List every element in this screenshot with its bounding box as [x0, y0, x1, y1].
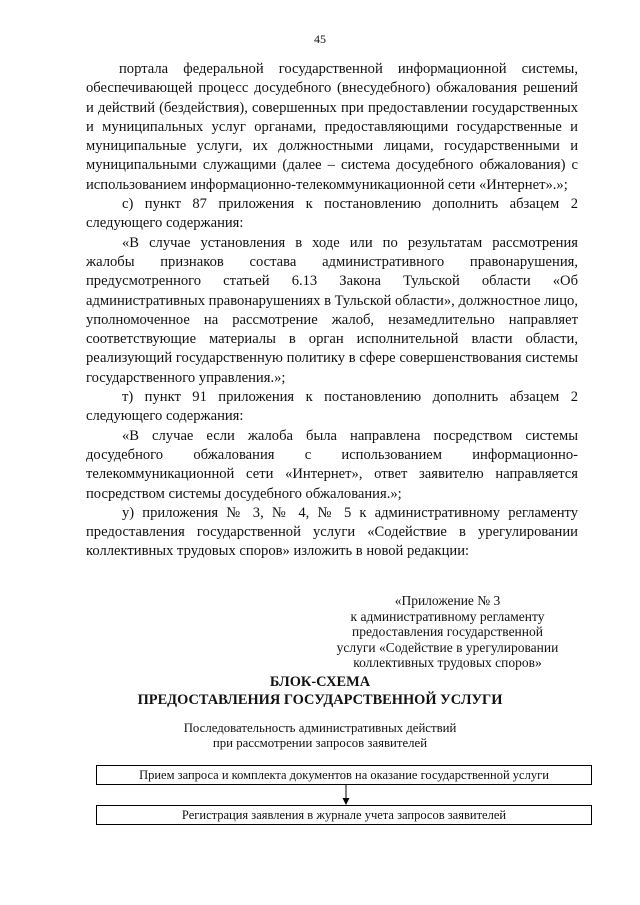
paragraph-quote-s: «В случае установления в ходе или по результатам рассмотрения жалобы признаков состава административного правонарушения, предусмотренного статьей 6.13 Закона Тульской области «Об административных правонарушениях в Тульской области», должностное лицо, уполномоченное на рассмотрение жалоб, незамедлительно направляет соответствующие материалы в орган исполнительной власти области, реализующий государственную политику в сфере совершенствования системы государственного управления.»; — [86, 234, 578, 386]
paragraph-portal: портала федеральной государственной информационной системы, обеспечивающей процесс досудебного (внесудебного) обжалования решений и действий (бездействия), совершенных при предоставлении государственных и муниципальных услуг органами, предоставляющими государственные и муниципальные услуги, их должностными лицами, государственными и муниципальными служащими (далее – система досудебного обжалования) с использованием информационно-телекоммуникационной сети «Интернет».»; — [86, 61, 578, 193]
appendix-note-line: услуги «Содействие в урегулировании — [336, 639, 559, 655]
page-number: 45 — [314, 32, 326, 46]
scheme-subtitle-line: Последовательность административных действий — [183, 721, 457, 735]
body-text — [86, 60, 578, 562]
paragraph-item-u: у) приложения № 3, № 4, № 5 к административному регламенту предоставления государственной услуги «Содействие в урегулировании коллективных трудовых споров» изложить в новой редакции: — [86, 504, 578, 560]
flow-arrow-down-icon — [341, 785, 351, 805]
scheme-title — [0, 673, 640, 709]
paragraph-quote-t: «В случае если жалоба была направлена посредством системы досудебного обжалования с использованием информационно-телекоммуникационной сети «Интернет», ответ заявителю направляется посредством системы досудебного обжалования.»; — [86, 427, 578, 502]
paragraph-item-s: с) пункт 87 приложения к постановлению дополнить абзацем 2 следующего содержания: — [86, 196, 578, 232]
flow-step-register-request: Регистрация заявления в журнале учета запросов заявителей — [96, 805, 592, 825]
appendix-note-line: коллективных трудовых споров» — [353, 655, 542, 670]
scheme-title-line: БЛОК-СХЕМА — [269, 674, 371, 690]
flow-step-receive-request: Прием запроса и комплекта документов на оказание государственной услуги — [96, 765, 592, 785]
scheme-subtitle — [0, 721, 640, 751]
appendix-note-line: к административному регламенту — [350, 608, 545, 624]
scheme-title-line: ПРЕДОСТАВЛЕНИЯ ГОСУДАРСТВЕННОЙ УСЛУГИ — [137, 692, 503, 708]
appendix-note-line: «Приложение № 3 — [394, 593, 501, 608]
paragraph-item-t: т) пункт 91 приложения к постановлению дополнить абзацем 2 следующего содержания: — [86, 389, 578, 425]
scheme-subtitle-line: при рассмотрении запросов заявителей — [212, 736, 428, 750]
appendix-note-line: предоставления государственной — [352, 624, 543, 639]
appendix-note — [320, 593, 575, 671]
